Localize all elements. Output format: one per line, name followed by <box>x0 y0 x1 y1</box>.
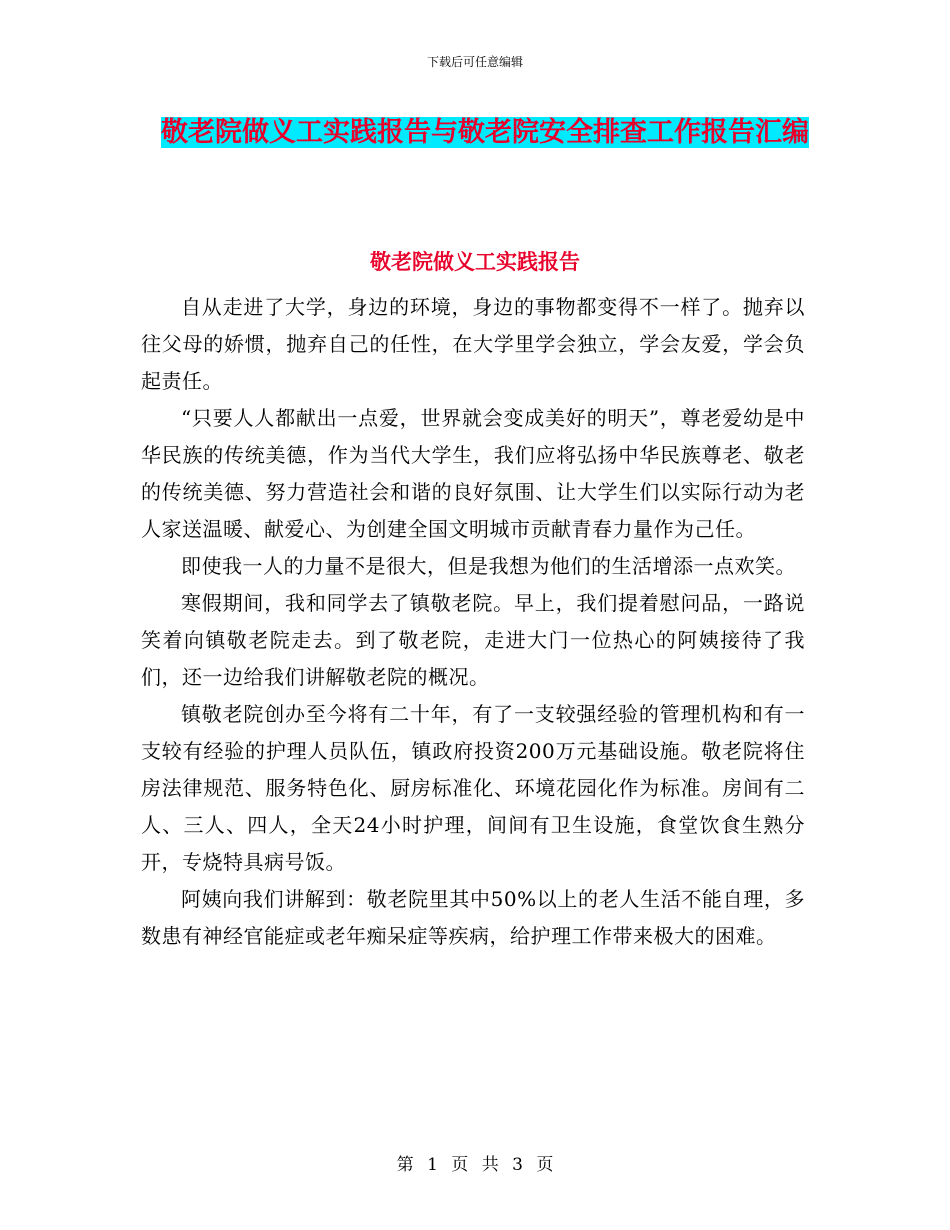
paragraph: “只要人人都献出一点爱，世界就会变成美好的明天”，尊老爱幼是中华民族的传统美德，作为当代大学生，我们应将弘扬中华民族尊老、敬老的传统美德、努力营造社会和谐的良好氛围、让大学生们以实际行动为老人家送温暖、献爱心、为创建全国文明城市贡献青春力量作为己任。 <box>141 406 805 541</box>
page-footer <box>0 1153 950 1177</box>
footer-total-word: 共 <box>481 1155 499 1175</box>
paragraph: 阿姨向我们讲解到：敬老院里其中50%以上的老人生活不能自理，多数患有神经官能症或老年痴呆症等疾病，给护理工作带来极大的困难。 <box>141 887 805 948</box>
paragraph: 寒假期间，我和同学去了镇敬老院。早上，我们提着慰问品，一路说笑着向镇敬老院走去。到了敬老院，走进大门一位热心的阿姨接待了我们，还一边给我们讲解敬老院的概况。 <box>141 591 805 689</box>
footer-page-word: 页 <box>451 1155 469 1175</box>
header-note: 下载后可任意编辑 <box>426 55 523 69</box>
footer-current-page: 1 <box>427 1155 438 1175</box>
section-title: 敬老院做义工实践报告 <box>370 249 580 274</box>
body-text <box>141 289 805 955</box>
footer-suffix: 页 <box>536 1155 554 1175</box>
footer-total-pages: 3 <box>512 1155 523 1175</box>
footer-prefix: 第 <box>396 1155 414 1175</box>
document-title-text: 敬老院做义工实践报告与敬老院安全排查工作报告汇编 <box>161 117 809 148</box>
paragraph: 即使我一人的力量不是很大，但是我想为他们的生活增添一点欢笑。 <box>181 554 796 578</box>
paragraph: 自从走进了大学，身边的环境，身边的事物都变得不一样了。抛弃以往父母的娇惯，抛弃自己的任性，在大学里学会独立，学会友爱，学会负起责任。 <box>141 295 805 393</box>
document-title <box>140 107 830 159</box>
paragraph: 镇敬老院创办至今将有二十年，有了一支较强经验的管理机构和有一支较有经验的护理人员队伍，镇政府投资200万元基础设施。敬老院将住房法律规范、服务特色化、厨房标准化、环境花园化作为标准。房间有二人、三人、四人，全天24小时护理，间间有卫生设施，食堂饮食生熟分开，专烧特具病号饭。 <box>141 702 805 874</box>
